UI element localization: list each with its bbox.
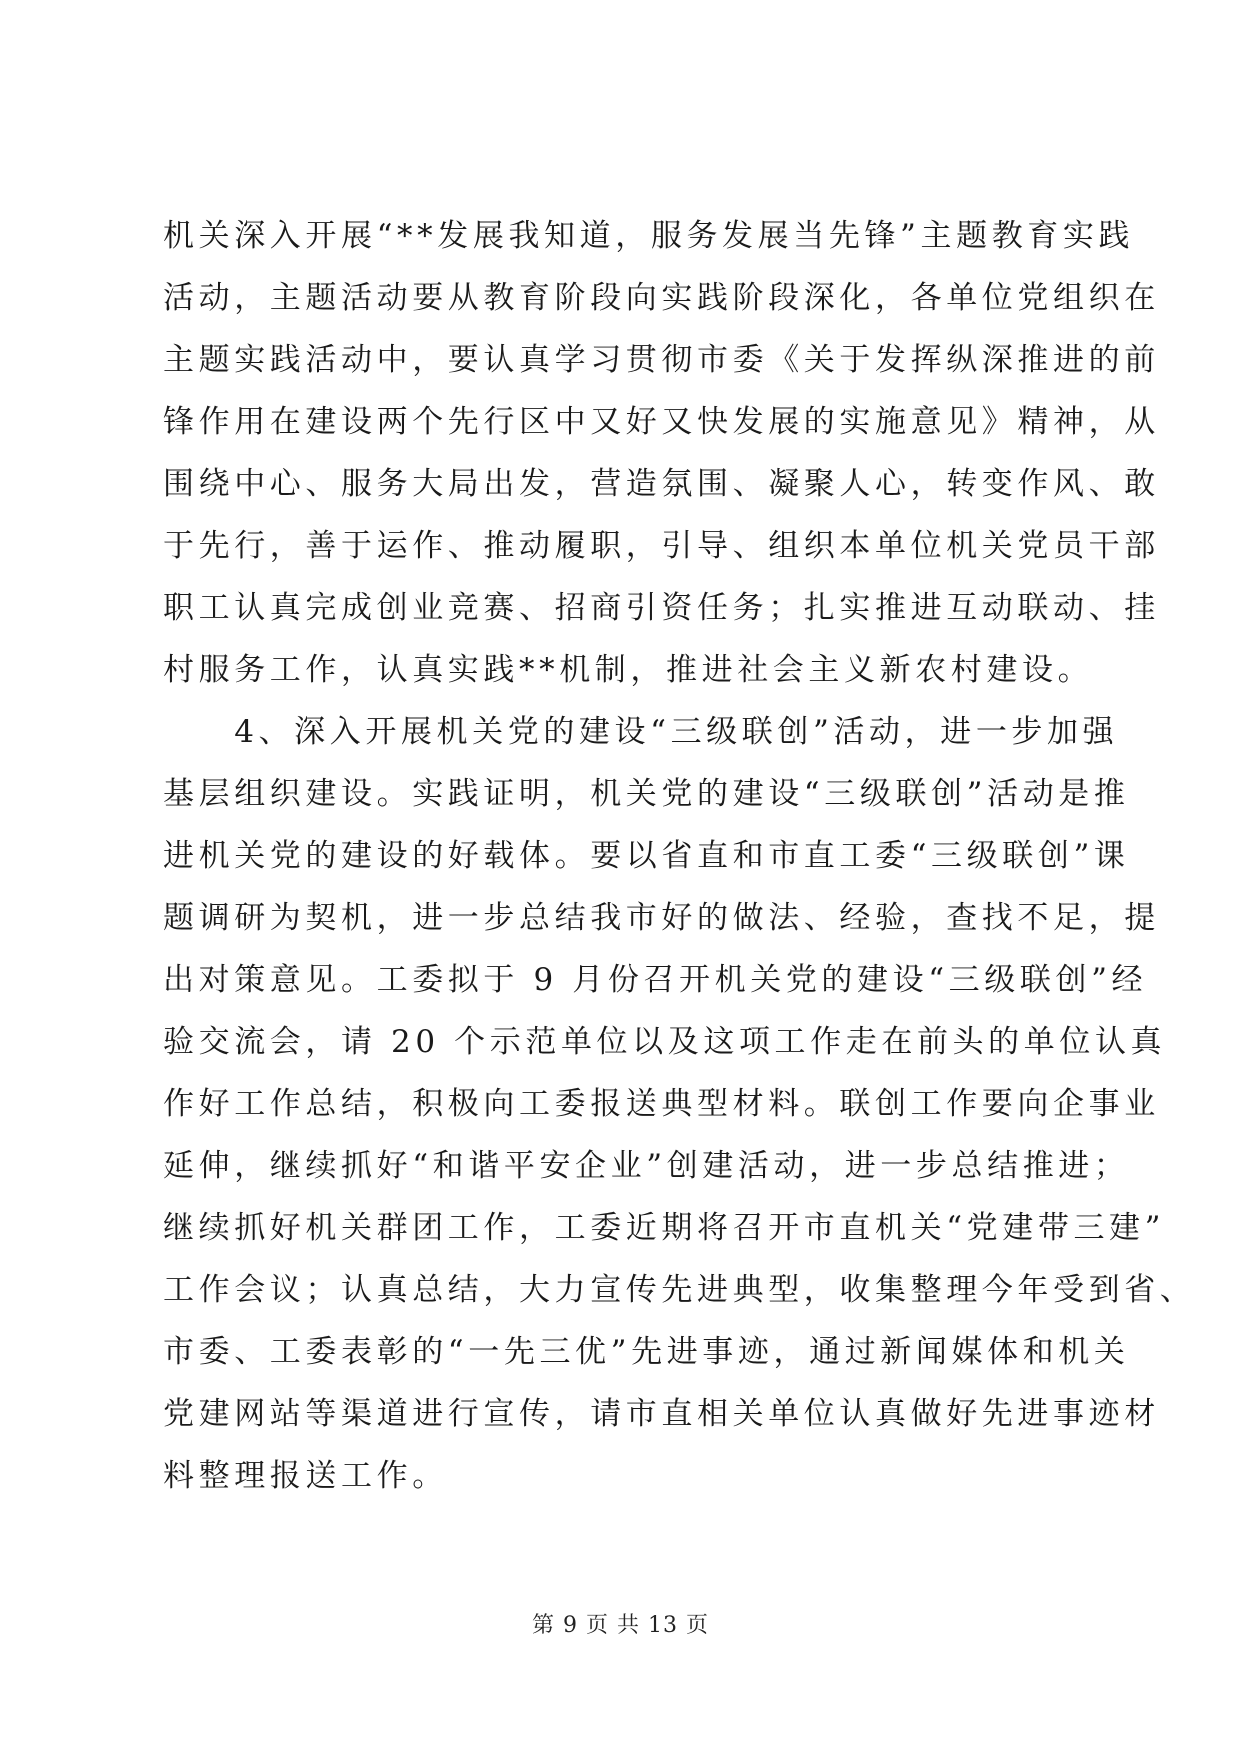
text-line: 锋作用在建设两个先行区中又好又快发展的实施意见》精神，从 [163, 404, 1160, 440]
text-line: 村服务工作，认真实践**机制，推进社会主义新农村建设。 [163, 652, 1094, 688]
page-number: 第 9 页 共 13 页 [532, 1613, 709, 1638]
text-line: 围绕中心、服务大局出发，营造氛围、凝聚人心，转变作风、敢 [163, 466, 1160, 502]
text-line: 活动，主题活动要从教育阶段向实践阶段深化，各单位党组织在 [163, 280, 1160, 316]
text-line: 于先行，善于运作、推动履职，引导、组织本单位机关党员干部 [163, 528, 1160, 564]
text-line: 出对策意见。工委拟于 9 月份召开机关党的建设“三级联创”经 [163, 962, 1148, 998]
text-line: 职工认真完成创业竞赛、招商引资任务；扎实推进互动联动、挂 [163, 590, 1160, 626]
text-line: 料整理报送工作。 [163, 1458, 448, 1494]
page-footer [0, 1608, 1241, 1639]
text-line: 工作会议；认真总结，大力宣传先进典型，收集整理今年受到省、 [163, 1272, 1196, 1308]
text-line: 机关深入开展“**发展我知道，服务发展当先锋”主题教育实践 [163, 218, 1135, 254]
document-body [163, 205, 1196, 1507]
text-line: 作好工作总结，积极向工委报送典型材料。联创工作要向企事业 [163, 1086, 1160, 1122]
text-line: 市委、工委表彰的“一先三优”先进事迹，通过新闻媒体和机关 [163, 1334, 1130, 1370]
text-line: 基层组织建设。实践证明，机关党的建设“三级联创”活动是推 [163, 776, 1130, 812]
text-line: 党建网站等渠道进行宣传，请市直相关单位认真做好先进事迹材 [163, 1396, 1160, 1432]
text-line: 主题实践活动中，要认真学习贯彻市委《关于发挥纵深推进的前 [163, 342, 1160, 378]
text-line: 继续抓好机关群团工作，工委近期将召开市直机关“党建带三建” [163, 1210, 1166, 1246]
text-line: 验交流会，请 20 个示范单位以及这项工作走在前头的单位认真 [163, 1024, 1167, 1060]
paragraph-2 [163, 701, 1196, 1507]
text-line: 4、深入开展机关党的建设“三级联创”活动，进一步加强 [163, 714, 1119, 750]
text-line: 进机关党的建设的好载体。要以省直和市直工委“三级联创”课 [163, 838, 1130, 874]
text-line: 延伸，继续抓好“和谐平安企业”创建活动，进一步总结推进； [163, 1148, 1130, 1184]
text-line: 题调研为契机，进一步总结我市好的做法、经验，查找不足，提 [163, 900, 1160, 936]
paragraph-1 [163, 205, 1160, 701]
